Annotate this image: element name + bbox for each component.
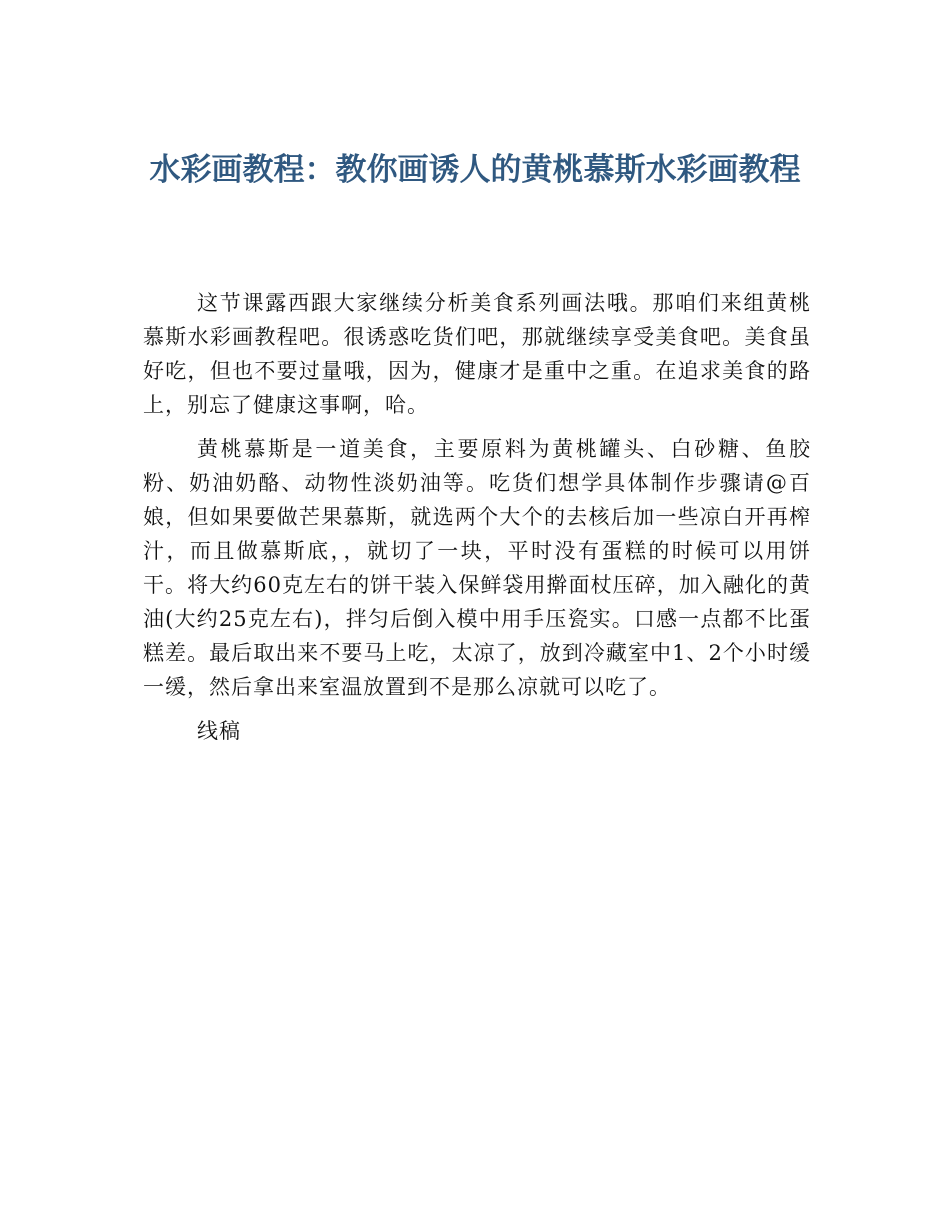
article-body (143, 286, 811, 758)
paragraph-intro: 这节课露西跟大家继续分析美食系列画法哦。那咱们来组黄桃慕斯水彩画教程吧。很诱惑吃货们吧，那就继续享受美食吧。美食虽好吃，但也不要过量哦，因为，健康才是重中之重。在追求美食的路上，别忘了健康这事啊，哈。 (143, 291, 811, 417)
paragraph-line-draft: 线稿 (197, 719, 241, 743)
paragraph-recipe: 黄桃慕斯是一道美食，主要原料为黄桃罐头、白砂糖、鱼胶粉、奶油奶酪、动物性淡奶油等。吃货们想学具体制作步骤请@百娘，但如果要做芒果慕斯，就选两个大个的去核后加一些凉白开再榨汁，而且做慕斯底，，就切了一块，平时没有蛋糕的时候可以用饼干。将大约60克左右的饼干装入保鲜袋用擀面杖压碎，加入融化的黄油(大约25克左右)，拌匀后倒入模中用手压瓷实。口感一点都不比蛋糕差。最后取出来不要马上吃，太凉了，放到冷藏室中1、2个小时缓一缓，然后拿出来室温放置到不是那么凉就可以吃了。 (143, 437, 811, 699)
page-title: 水彩画教程：教你画诱人的黄桃慕斯水彩画教程 (149, 152, 801, 188)
